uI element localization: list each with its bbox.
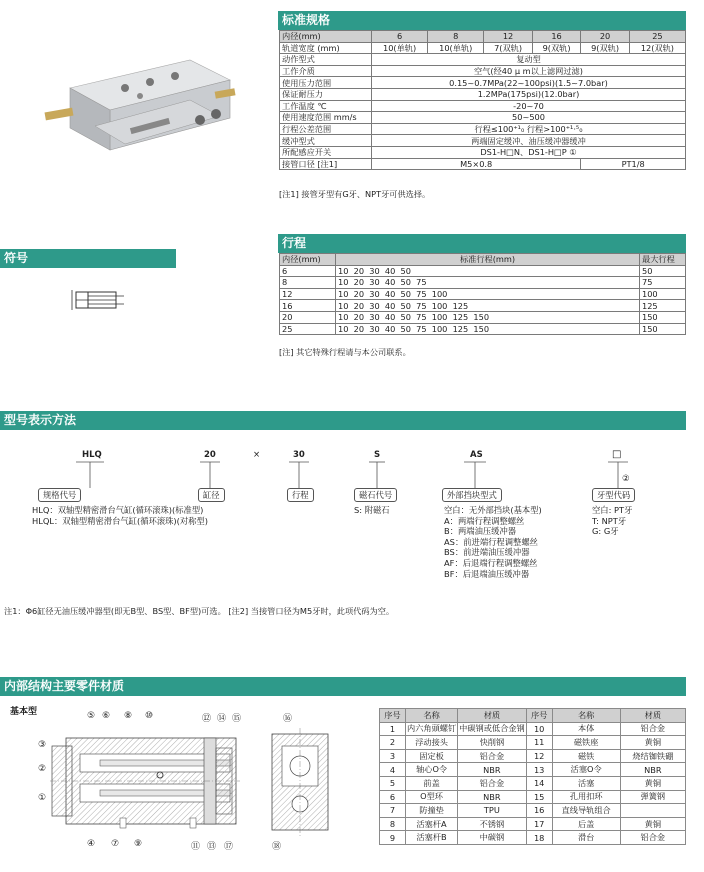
callout-number: ⑰ — [224, 842, 234, 852]
materials-row — [380, 790, 686, 804]
structure-section-title: 内部结构主要零件材质 — [0, 677, 686, 696]
callout-number: ⑬ — [207, 842, 217, 852]
series-desc-1: HLQ：双轴型精密滑台气缸(循环滚珠)(标准型) — [32, 505, 204, 515]
stroke-cell: 10 20 30 40 50 75 100 125 150 — [336, 311, 640, 323]
label-stroke: 行程 — [287, 488, 314, 502]
spec-label: 行程公差范围 — [280, 123, 372, 135]
series-desc-2: HLQL：双轴型精密滑台气缸(循环滚珠)(对称型) — [32, 516, 209, 526]
symbol-section-title: 符号 — [0, 249, 176, 268]
materials-cell: O型环 — [406, 790, 458, 804]
callout-number: ⑭ — [217, 714, 227, 724]
materials-row — [380, 763, 686, 777]
materials-cell: 滑台 — [552, 831, 620, 845]
stroke-cell: 20 — [280, 311, 336, 323]
spec-value: 空气(经40 μ m以上滤网过滤) — [372, 65, 686, 77]
spec-row — [280, 42, 686, 54]
spec-row — [280, 77, 686, 89]
spec-label: 工作介质 — [280, 65, 372, 77]
callout-number: ⑯ — [283, 714, 293, 724]
code-bore: 20 — [204, 450, 216, 460]
spec-cell: 6 — [372, 31, 428, 43]
stroke-cell: 150 — [640, 323, 686, 335]
stroke-cell: 10 20 30 40 50 75 100 125 150 — [336, 323, 640, 335]
materials-row — [380, 831, 686, 845]
materials-cell: 1 — [380, 722, 406, 736]
spec-label: 缓冲型式 — [280, 135, 372, 147]
code-stopper: AS — [470, 450, 483, 460]
callout-number: ③ — [38, 740, 47, 750]
spec-cell: 12 — [484, 31, 533, 43]
stroke-cell: 50 — [640, 265, 686, 277]
label-bore: 缸径 — [198, 488, 225, 502]
materials-header-cell: 序号 — [380, 709, 406, 723]
cross-section-drawing — [40, 724, 370, 844]
spec-cell: 10(单轨) — [428, 42, 484, 54]
model-note: 注1：Φ6缸径无油压缓冲器型(即无B型、BS型、BF型)可选。 [注2] 当接管口径为M5牙时，此项代码为空。 — [4, 606, 395, 616]
stroke-cell: 125 — [640, 300, 686, 312]
materials-cell: 18 — [526, 831, 552, 845]
materials-cell: 15 — [526, 790, 552, 804]
materials-cell: 4 — [380, 763, 406, 777]
materials-cell: 铝合金 — [620, 831, 685, 845]
materials-cell: 10 — [526, 722, 552, 736]
callout-number: ⑫ — [202, 714, 212, 724]
callout-number: ④ — [87, 839, 96, 849]
spec-value: 复动型 — [372, 54, 686, 66]
callout-number: ⑨ — [134, 839, 143, 849]
stroke-header-cell: 标准行程(mm) — [336, 254, 640, 266]
spec-label: 使用速度范围 mm/s — [280, 112, 372, 124]
code-magnet: S — [374, 450, 381, 460]
spec-value: 行程≤100⁺¹₀ 行程>100⁺¹·⁵₀ — [372, 123, 686, 135]
materials-cell: 5 — [380, 776, 406, 790]
stroke-cell: 100 — [640, 288, 686, 300]
spec-row — [280, 146, 686, 158]
callout-number: ② — [38, 764, 47, 774]
materials-row — [380, 804, 686, 818]
stopper-desc-item: AS：前进端行程调整螺丝 — [444, 536, 538, 547]
spec-value: -20~70 — [372, 100, 686, 112]
spec-table — [279, 30, 686, 170]
cylinder-symbol — [68, 288, 128, 314]
spec-row — [280, 112, 686, 124]
stroke-header — [280, 254, 686, 266]
code-x: × — [253, 450, 261, 460]
stroke-header-cell: 最大行程 — [640, 254, 686, 266]
materials-row — [380, 749, 686, 763]
materials-cell: 后盖 — [552, 817, 620, 831]
materials-cell: 烧结铷铁硼 — [620, 749, 685, 763]
spec-value: 1.2MPa(175psi)(12.0bar) — [372, 88, 686, 100]
materials-row — [380, 736, 686, 750]
spec-cell: 8 — [428, 31, 484, 43]
materials-cell: 弹簧钢 — [620, 790, 685, 804]
spec-row — [280, 31, 686, 43]
materials-cell: 黄铜 — [620, 776, 685, 790]
stroke-note: [注] 其它特殊行程请与本公司联系。 — [279, 347, 411, 357]
materials-cell: 防撞垫 — [406, 804, 458, 818]
materials-header-cell: 名称 — [406, 709, 458, 723]
spec-cell: 12(双轨) — [629, 42, 685, 54]
spec-row — [280, 54, 686, 66]
materials-cell: 黄铜 — [620, 736, 685, 750]
materials-cell: 中碳钢 — [458, 831, 527, 845]
materials-cell: 铝合金 — [458, 776, 527, 790]
thread-desc-item: 空白: PT牙 — [592, 505, 633, 515]
stroke-header-cell: 内径(mm) — [280, 254, 336, 266]
materials-header — [380, 709, 686, 723]
materials-cell: 3 — [380, 749, 406, 763]
materials-cell: 前盖 — [406, 776, 458, 790]
magnet-desc: S: 附磁石 — [354, 505, 390, 515]
materials-cell: 13 — [526, 763, 552, 777]
stroke-cell: 25 — [280, 323, 336, 335]
materials-row — [380, 817, 686, 831]
structure-subtitle: 基本型 — [10, 707, 38, 717]
spec-note: [注1] 接管牙型有G牙、NPT牙可供选择。 — [279, 189, 431, 199]
materials-header-cell: 材质 — [620, 709, 685, 723]
callout-number: ⑥ — [102, 711, 111, 721]
materials-header-cell: 材质 — [458, 709, 527, 723]
stroke-row — [280, 277, 686, 289]
spec-cell: 7(双轨) — [484, 42, 533, 54]
materials-cell: 轴心O令 — [406, 763, 458, 777]
thread-desc-item: G: G牙 — [592, 526, 619, 537]
spec-row — [280, 100, 686, 112]
stroke-cell: 6 — [280, 265, 336, 277]
callout-number: ⑮ — [232, 714, 242, 724]
materials-cell: 磁铁座 — [552, 736, 620, 750]
materials-header-cell: 名称 — [552, 709, 620, 723]
materials-cell: 16 — [526, 804, 552, 818]
spec-row — [280, 88, 686, 100]
materials-row — [380, 776, 686, 790]
stroke-row — [280, 300, 686, 312]
spec-label: 内径(mm) — [280, 31, 372, 43]
code-circle2: ② — [622, 474, 630, 484]
spec-cell: 16 — [532, 31, 581, 43]
spec-row — [280, 123, 686, 135]
stroke-row — [280, 265, 686, 277]
materials-cell: 黄铜 — [620, 817, 685, 831]
spec-section-title: 标准规格 — [278, 11, 686, 30]
callout-number: ⑪ — [191, 842, 201, 852]
spec-row — [280, 135, 686, 147]
materials-cell: 铝合金 — [620, 722, 685, 736]
spec-label: 使用压力范围 — [280, 77, 372, 89]
spec-cell: 9(双轨) — [532, 42, 581, 54]
stroke-row — [280, 311, 686, 323]
materials-cell: 快削钢 — [458, 736, 527, 750]
product-photo — [40, 38, 240, 188]
callout-number: ⑤ — [87, 711, 96, 721]
label-series: 规格代号 — [38, 488, 81, 502]
stroke-cell: 10 20 30 40 50 75 100 125 — [336, 300, 640, 312]
materials-cell: 铝合金 — [458, 749, 527, 763]
callout-number: ⑦ — [111, 839, 120, 849]
callout-number: ⑧ — [124, 711, 133, 721]
stopper-desc-item: BS：前进端油压缓冲器 — [444, 547, 530, 558]
stroke-row — [280, 288, 686, 300]
materials-cell: 本体 — [552, 722, 620, 736]
callout-number: ⑱ — [272, 842, 282, 852]
materials-cell: NBR — [458, 763, 527, 777]
materials-cell: 不锈钢 — [458, 817, 527, 831]
stroke-cell: 8 — [280, 277, 336, 289]
code-thread: □ — [612, 449, 622, 460]
spec-cell: 10(单轨) — [372, 42, 428, 54]
spec-cell: 25 — [629, 31, 685, 43]
materials-cell: 8 — [380, 817, 406, 831]
spec-label: 保证耐压力 — [280, 88, 372, 100]
label-thread: 牙型代码 — [592, 488, 635, 502]
spec-cell: M5×0.8 — [372, 158, 581, 170]
stroke-section-title: 行程 — [278, 234, 686, 253]
spec-cell: PT1/8 — [581, 158, 686, 170]
stroke-cell: 150 — [640, 311, 686, 323]
materials-cell: 7 — [380, 804, 406, 818]
materials-table — [379, 708, 686, 845]
spec-cell: 20 — [581, 31, 630, 43]
stopper-desc-item: BF：后退端油压缓冲器 — [444, 568, 530, 579]
code-stroke: 30 — [293, 450, 305, 460]
stopper-desc-item: B：两端油压缓冲器 — [444, 526, 517, 537]
stopper-desc-item: 空白：无外部挡块(基本型) — [444, 505, 542, 515]
materials-cell: 固定板 — [406, 749, 458, 763]
materials-cell: 中碳钢或低合金钢 — [458, 722, 527, 736]
materials-cell: 活塞杆A — [406, 817, 458, 831]
spec-value: DS1-H□N、DS1-H□P ① — [372, 146, 686, 158]
materials-cell: 活塞 — [552, 776, 620, 790]
materials-cell: 11 — [526, 736, 552, 750]
spec-row — [280, 65, 686, 77]
spec-row — [280, 158, 686, 170]
materials-cell: 9 — [380, 831, 406, 845]
materials-cell: 2 — [380, 736, 406, 750]
materials-cell: 直线导轨组合 — [552, 804, 620, 818]
thread-desc-item: T: NPT牙 — [592, 515, 627, 526]
stroke-table — [279, 253, 686, 335]
materials-cell: TPU — [458, 804, 527, 818]
label-magnet: 磁石代号 — [354, 488, 397, 502]
stroke-cell: 75 — [640, 277, 686, 289]
code-series: HLQ — [82, 450, 102, 460]
stroke-cell: 10 20 30 40 50 — [336, 265, 640, 277]
callout-number: ⑩ — [145, 711, 154, 721]
spec-cell: 9(双轨) — [581, 42, 630, 54]
materials-cell: NBR — [620, 763, 685, 777]
materials-cell: 活塞O令 — [552, 763, 620, 777]
spec-value: 两端固定缓冲、油压缓冲器缓冲 — [372, 135, 686, 147]
stopper-desc-item: AF：后退端行程调整螺丝 — [444, 558, 538, 568]
materials-row — [380, 722, 686, 736]
spec-label: 工作温度 ℃ — [280, 100, 372, 112]
label-stopper: 外部挡块型式 — [442, 488, 502, 502]
spec-value: 50~500 — [372, 112, 686, 124]
stroke-cell: 10 20 30 40 50 75 — [336, 277, 640, 289]
materials-cell: 浮动接头 — [406, 736, 458, 750]
materials-header-cell: 序号 — [526, 709, 552, 723]
stopper-desc-item: A：两端行程调整螺丝 — [444, 515, 525, 526]
stroke-row — [280, 323, 686, 335]
materials-cell: 孔用扣环 — [552, 790, 620, 804]
stroke-cell: 10 20 30 40 50 75 100 — [336, 288, 640, 300]
stroke-cell: 12 — [280, 288, 336, 300]
materials-cell: 14 — [526, 776, 552, 790]
materials-cell: 12 — [526, 749, 552, 763]
model-section-title: 型号表示方法 — [0, 411, 686, 430]
stroke-cell: 16 — [280, 300, 336, 312]
materials-cell: 17 — [526, 817, 552, 831]
spec-label: 接管口径 [注1] — [280, 158, 372, 170]
spec-label: 动作型式 — [280, 54, 372, 66]
materials-cell: NBR — [458, 790, 527, 804]
materials-cell: 活塞杆B — [406, 831, 458, 845]
spec-value: 0.15~0.7MPa(22~100psi)(1.5~7.0bar) — [372, 77, 686, 89]
materials-cell: 磁铁 — [552, 749, 620, 763]
materials-cell — [620, 804, 685, 818]
materials-cell: 内六角頭螺钉 — [406, 722, 458, 736]
spec-label: 轨道宽度 (mm) — [280, 42, 372, 54]
materials-cell: 6 — [380, 790, 406, 804]
spec-label: 所配感应开关 — [280, 146, 372, 158]
callout-number: ① — [38, 793, 47, 803]
